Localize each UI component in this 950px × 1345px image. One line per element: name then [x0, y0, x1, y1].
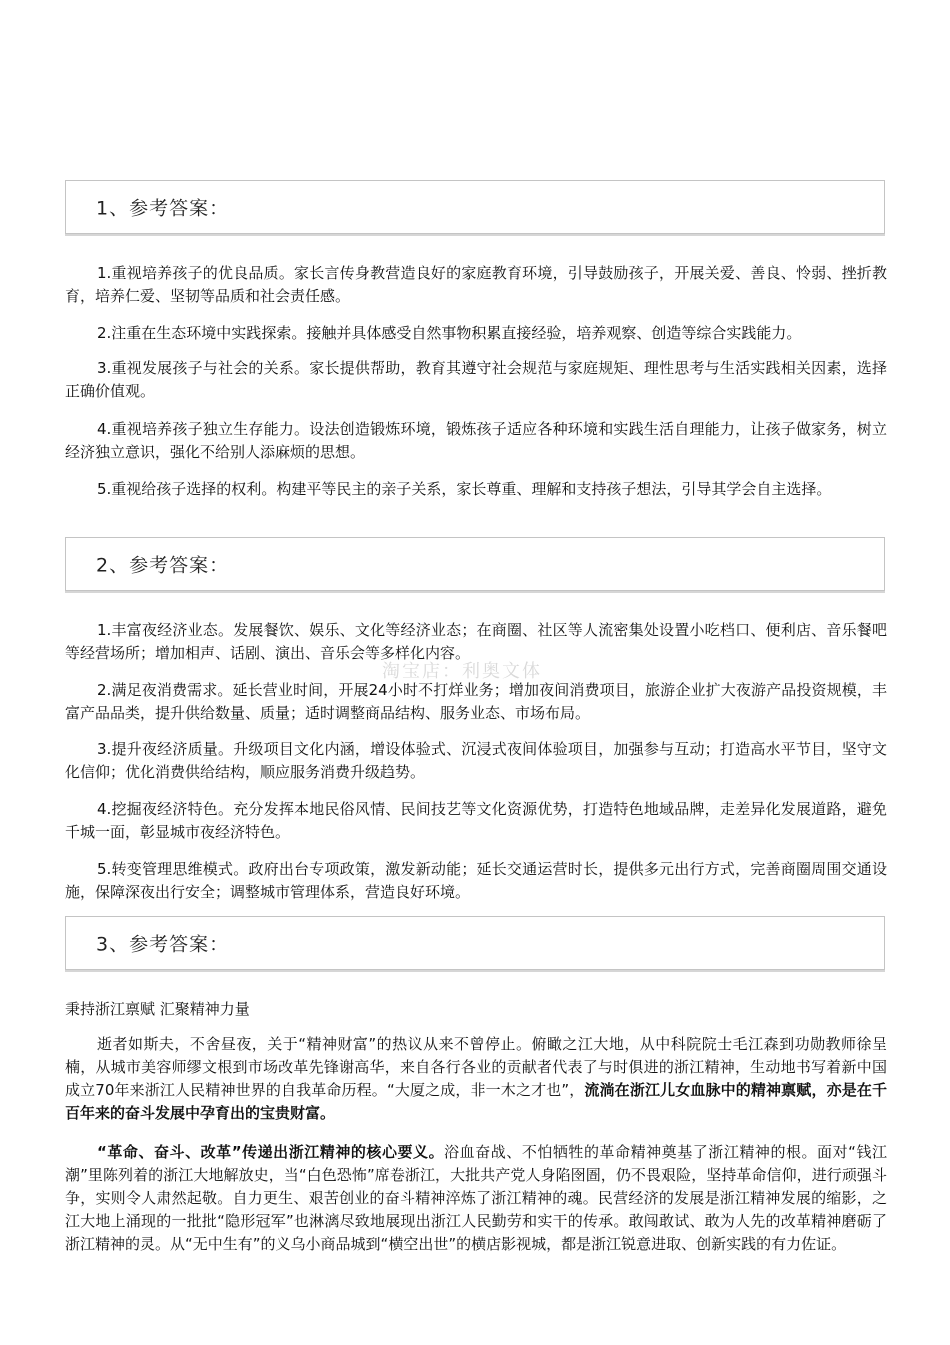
essay-title: 秉持浙江禀赋 汇聚精神力量	[65, 1000, 250, 1018]
s1-paragraph-2: 2.注重在生态环境中实践探索。接触并具体感受自然事物积累直接经验，培养观察、创造等综合实践能力。	[97, 324, 802, 342]
s2-paragraph-4: 4.挖掘夜经济特色。充分发挥本地民俗风情、民间技艺等文化资源优势，打造特色地域品牌，走差异化发展道路，避免千城一面，彰显城市夜经济特色。	[65, 800, 887, 841]
s1-paragraph-1: 1.重视培养孩子的优良品质。家长言传身教营造良好的家庭教育环境，引导鼓励孩子，开展关爱、善良、怜弱、挫折教育，培养仁爱、坚韧等品质和社会责任感。	[65, 264, 887, 305]
s3-p1-bold: 流淌在浙江儿女血脉中的精神禀赋，亦是在千百年来的奋斗发展中孕育出的宝贵财富。	[65, 1081, 887, 1122]
s3-p1-text: 逝者如斯夫，不舍昼夜，关于“精神财富”的热议从来不曾停止。俯瞰之江大地，从中科院院士毛江森到功勋教师徐呈楠，从城市美容师缪文根到市场改革先锋谢高华，来自各行各业的贡献者代表了与时俱进的浙江精神，生动地书写着新中国成立70年来浙江人民精神世界的自我革命历程。“大厦之成，非一木之才也”，	[65, 1035, 887, 1099]
s3-p2-bold: “革命、奋斗、改革”传递出浙江精神的核心要义。	[97, 1143, 445, 1161]
s3-paragraph-1	[65, 1033, 887, 1125]
s3-paragraph-2	[65, 1141, 887, 1256]
section-2-title: 2、参考答案：	[96, 554, 230, 577]
s2-paragraph-1: 1.丰富夜经济业态。发展餐饮、娱乐、文化等经济业态；在商圈、社区等人流密集处设置小吃档口、便利店、音乐餐吧等经营场所；增加相声、话剧、演出、音乐会等多样化内容。	[65, 621, 887, 662]
s2-paragraph-5: 5.转变管理思维模式。政府出台专项政策，激发新动能；延长交通运营时长，提供多元出行方式，完善商圈周围交通设施，保障深夜出行安全；调整城市管理体系，营造良好环境。	[65, 860, 887, 901]
section-3-title: 3、参考答案：	[96, 933, 230, 956]
section-2-header	[65, 537, 885, 591]
section-1-title: 1、参考答案：	[96, 197, 230, 220]
s1-paragraph-5: 5.重视给孩子选择的权利。构建平等民主的亲子关系，家长尊重、理解和支持孩子想法，引导其学会自主选择。	[97, 480, 832, 498]
section-1-header	[65, 180, 885, 234]
s2-paragraph-2: 2.满足夜消费需求。延长营业时间，开展24小时不打烊业务；增加夜间消费项目，旅游企业扩大夜游产品投资规模，丰富产品品类，提升供给数量、质量；适时调整商品结构、服务业态、市场布局。	[65, 681, 887, 722]
section-3-header	[65, 916, 885, 970]
s1-paragraph-3: 3.重视发展孩子与社会的关系。家长提供帮助，教育其遵守社会规范与家庭规矩、理性思考与生活实践相关因素，选择正确价值观。	[65, 359, 887, 400]
s3-p2-text: 浴血奋战、不怕牺牲的革命精神奠基了浙江精神的根。面对“钱江潮”里陈列着的浙江大地解放史，当“白色恐怖”席卷浙江，大批共产党人身陷囹圄，仍不畏艰险，坚持革命信仰，进行顽强斗争，实则令人肃然起敬。自力更生、艰苦创业的奋斗精神淬炼了浙江精神的魂。民营经济的发展是浙江精神发展的缩影，之江大地上涌现的一批批“隐形冠军”也淋漓尽致地展现出浙江人民勤劳和实干的传承。敢闯敢试、敢为人先的改革精神磨砺了浙江精神的灵。从“无中生有”的义乌小商品城到“横空出世”的横店影视城，都是浙江锐意进取、创新实践的有力佐证。	[65, 1143, 887, 1253]
watermark: 淘宝店：利奥文体	[382, 661, 542, 682]
s2-paragraph-3: 3.提升夜经济质量。升级项目文化内涵，增设体验式、沉浸式夜间体验项目，加强参与互动；打造高水平节目，坚守文化信仰；优化消费供给结构，顺应服务消费升级趋势。	[65, 740, 887, 781]
s1-paragraph-4: 4.重视培养孩子独立生存能力。设法创造锻炼环境，锻炼孩子适应各种环境和实践生活自理能力，让孩子做家务，树立经济独立意识，强化不给别人添麻烦的思想。	[65, 420, 887, 461]
